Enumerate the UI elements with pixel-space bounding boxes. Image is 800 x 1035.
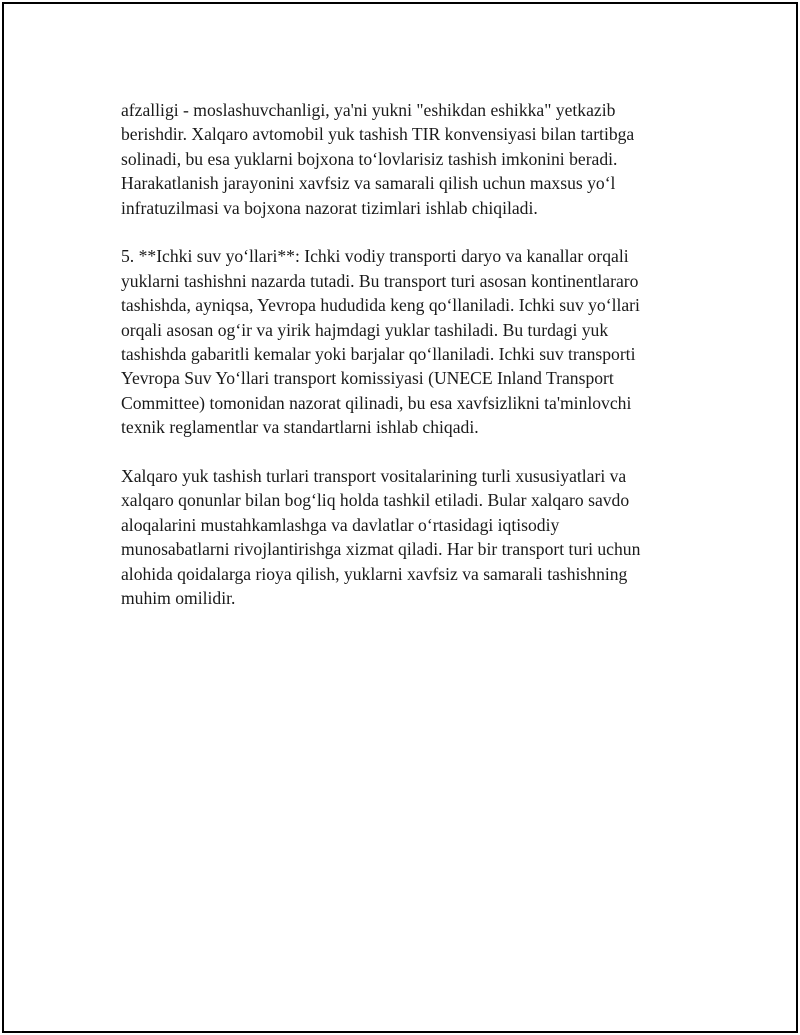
text-line: munosabatlarni rivojlantirishga xizmat qiladi. Har bir transport turi uchun <box>121 539 641 560</box>
text-line: yuklarni tashishni nazarda tutadi. Bu transport turi asosan kontinentlararo <box>121 270 639 291</box>
paragraph-conclusion <box>121 464 699 610</box>
paragraph-inland-waterways <box>121 244 699 439</box>
text-line: Yevropa Suv Yo‘llari transport komissiyasi (UNECE Inland Transport <box>121 368 614 389</box>
text-line: aloqalarini mustahkamlashga va davlatlar o‘rtasidagi iqtisodiy <box>121 514 560 535</box>
text-line: afzalligi - moslashuvchanligi, ya'ni yukni "eshikdan eshikka" yetkazib <box>121 100 616 120</box>
text-line: berishdir. Xalqaro avtomobil yuk tashish TIR konvensiyasi bilan tartibga <box>121 124 635 145</box>
text-line: Xalqaro yuk tashish turlari transport vositalarining turli xususiyatlari va <box>121 466 627 487</box>
text-line: Harakatlanish jarayonini xavfsiz va samarali qilish uchun maxsus yo‘l <box>121 173 616 194</box>
text-line: tashishda, ayniqsa, Yevropa hududida keng qo‘llaniladi. Ichki suv yo‘llari <box>121 295 640 316</box>
text-line: orqali asosan og‘ir va yirik hajmdagi yuklar tashiladi. Bu turdagi yuk <box>121 319 609 340</box>
text-line: xalqaro qonunlar bilan bog‘liq holda tashkil etiladi. Bular xalqaro savdo <box>121 490 630 511</box>
page <box>2 2 798 1033</box>
paragraph-road-transport <box>121 98 699 220</box>
document-body <box>121 98 699 635</box>
text-line: tashishda gabaritli kemalar yoki barjalar qo‘llaniladi. Ichki suv transporti <box>121 344 636 365</box>
text-line: alohida qoidalarga rioya qilish, yuklarni xavfsiz va samarali tashishning <box>121 563 628 584</box>
text-line: Committee) tomonidan nazorat qilinadi, bu esa xavfsizlikni ta'minlovchi <box>121 392 632 413</box>
text-line: 5. **Ichki suv yo‘llari**: Ichki vodiy transporti daryo va kanallar orqali <box>121 246 629 267</box>
text-line: infratuzilmasi va bojxona nazorat tizimlari ishlab chiqiladi. <box>121 197 538 218</box>
text-line: solinadi, bu esa yuklarni bojxona to‘lovlarisiz tashish imkonini beradi. <box>121 148 618 169</box>
text-line: muhim omilidir. <box>121 588 236 609</box>
text-line: texnik reglamentlar va standartlarni ishlab chiqadi. <box>121 417 479 438</box>
